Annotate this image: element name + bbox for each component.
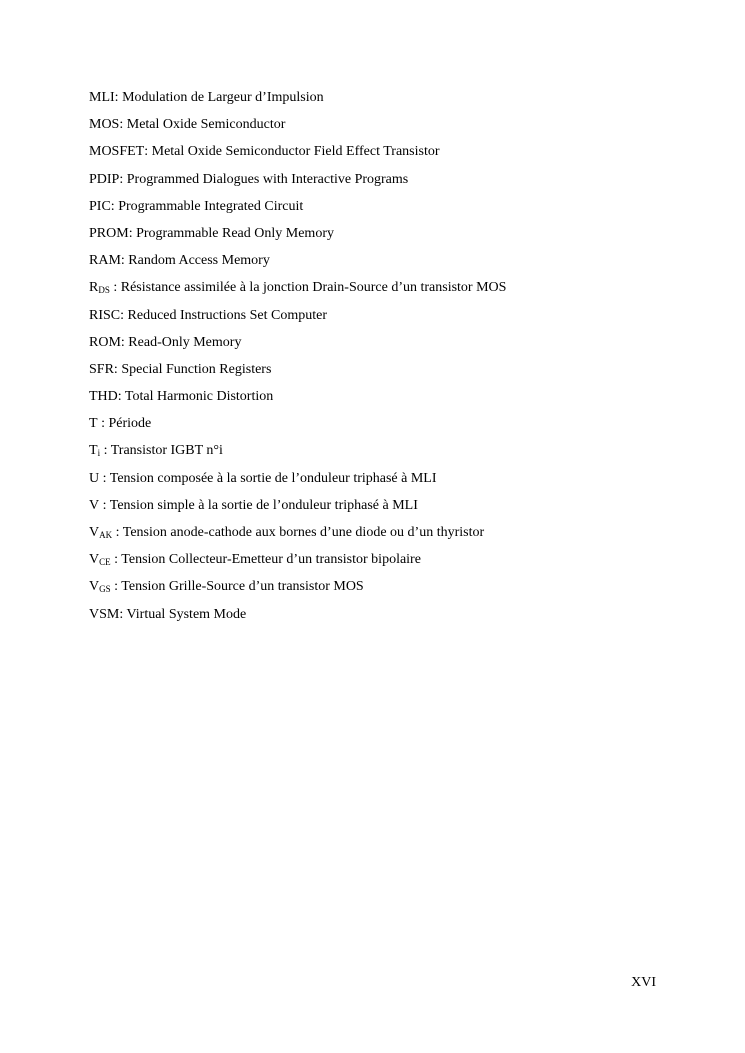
- abbreviation-definition: Modulation de Largeur d’Impulsion: [122, 90, 324, 105]
- abbreviation-separator: :: [120, 253, 129, 269]
- abbreviation-definition: Transistor IGBT n°i: [110, 443, 223, 459]
- abbreviation-separator: :: [120, 334, 129, 350]
- abbreviation-separator: :: [117, 389, 125, 405]
- abbreviation-entry: [89, 142, 506, 169]
- abbreviation-term: T: [89, 416, 98, 432]
- abbreviation-entry: [89, 523, 506, 550]
- abbreviation-definition: Tension simple à la sortie de l’onduleur triphasé à MLI: [109, 497, 418, 513]
- abbreviation-separator: :: [97, 416, 109, 432]
- abbreviation-separator: :: [144, 144, 152, 160]
- abbreviation-definition: Programmed Dialogues with Interactive Programs: [126, 171, 409, 187]
- abbreviation-entry: [89, 550, 506, 577]
- abbreviation-definition: Metal Oxide Semiconductor Field Effect Transistor: [151, 144, 440, 160]
- abbreviation-definition: Tension Collecteur-Emetteur d’un transistor bipolaire: [121, 552, 421, 568]
- abbreviation-subscript: i: [97, 448, 101, 459]
- abbreviation-entry: [89, 441, 506, 468]
- abbreviation-term: VSM: [89, 606, 120, 622]
- abbreviation-definition: Virtual System Mode: [126, 606, 247, 622]
- abbreviation-entry: [89, 333, 506, 360]
- abbreviation-term: MLI: [89, 90, 115, 105]
- abbreviation-term: T: [89, 443, 98, 459]
- abbreviation-term: MOSFET: [89, 144, 145, 160]
- abbreviation-term: PIC: [89, 198, 111, 214]
- abbreviation-separator: :: [119, 606, 127, 622]
- abbreviation-definition: Reduced Instructions Set Computer: [127, 307, 327, 323]
- abbreviation-entry: [89, 197, 506, 224]
- abbreviation-separator: :: [100, 443, 111, 459]
- abbreviation-term: V: [89, 497, 100, 513]
- abbreviation-definition: Programmable Read Only Memory: [136, 225, 334, 241]
- abbreviation-entry: [89, 605, 506, 632]
- abbreviation-entry: [89, 115, 506, 142]
- abbreviation-entry: [89, 170, 506, 197]
- abbreviation-term: ROM: [89, 334, 121, 350]
- abbreviation-term: V: [89, 579, 100, 595]
- abbreviation-term: V: [89, 525, 100, 540]
- abbreviation-separator: :: [119, 117, 127, 133]
- abbreviation-entry: [89, 387, 506, 414]
- abbreviation-entry: [89, 496, 506, 523]
- abbreviation-subscript: GS: [99, 584, 111, 595]
- abbreviation-separator: :: [99, 497, 110, 513]
- abbreviation-term: U: [89, 470, 100, 486]
- abbreviation-separator: :: [113, 361, 122, 377]
- abbreviation-subscript: CE: [99, 557, 111, 568]
- abbreviation-separator: :: [128, 225, 137, 241]
- abbreviation-separator: :: [109, 280, 121, 296]
- abbreviation-term: R: [89, 280, 99, 296]
- abbreviation-subscript: DS: [98, 285, 110, 296]
- abbreviation-definition: Tension Grille-Source d’un transistor MOS: [121, 579, 364, 595]
- abbreviation-definition: Read-Only Memory: [128, 334, 242, 350]
- abbreviation-definition: Résistance assimilée à la jonction Drain-Source d’un transistor MOS: [120, 280, 507, 296]
- abbreviation-term: MOS: [89, 117, 120, 133]
- abbreviation-definition: Special Function Registers: [121, 361, 272, 377]
- abbreviation-entry: [89, 577, 506, 604]
- abbreviation-separator: :: [112, 525, 123, 540]
- abbreviation-definition: Total Harmonic Distortion: [124, 389, 274, 405]
- abbreviation-separator: :: [110, 198, 119, 214]
- abbreviation-term: RISC: [89, 307, 121, 323]
- abbreviation-term: PDIP: [89, 171, 120, 187]
- abbreviation-definition: Programmable Integrated Circuit: [118, 198, 304, 214]
- abbreviation-definition: Tension composée à la sortie de l’onduleur triphasé à MLI: [109, 470, 437, 486]
- abbreviation-separator: :: [120, 307, 128, 323]
- abbreviation-entry: [89, 224, 506, 251]
- abbreviation-definition: Tension anode-cathode aux bornes d’une diode ou d’un thyristor: [122, 525, 485, 540]
- abbreviation-separator: :: [119, 171, 127, 187]
- abbreviation-entry: [89, 360, 506, 387]
- abbreviation-subscript: AK: [99, 530, 113, 540]
- abbreviation-term: THD: [89, 389, 118, 405]
- abbreviation-separator: :: [110, 579, 122, 595]
- abbreviation-entry: [89, 306, 506, 333]
- abbreviation-definition: Période: [108, 416, 152, 432]
- abbreviation-list: [89, 88, 506, 632]
- abbreviation-definition: Metal Oxide Semiconductor: [126, 117, 286, 133]
- abbreviation-definition: Random Access Memory: [128, 253, 270, 269]
- page-number: XVI: [631, 975, 656, 990]
- abbreviation-entry: [89, 469, 506, 496]
- abbreviation-entry: [89, 251, 506, 278]
- abbreviation-separator: :: [110, 552, 122, 568]
- abbreviation-entry: [89, 278, 506, 305]
- abbreviation-separator: :: [99, 470, 110, 486]
- abbreviation-separator: :: [114, 90, 123, 105]
- abbreviation-term: SFR: [89, 361, 114, 377]
- abbreviation-entry: [89, 88, 506, 115]
- abbreviation-term: RAM: [89, 253, 121, 269]
- abbreviation-term: V: [89, 552, 100, 568]
- abbreviation-entry: [89, 414, 506, 441]
- abbreviation-term: PROM: [89, 225, 129, 241]
